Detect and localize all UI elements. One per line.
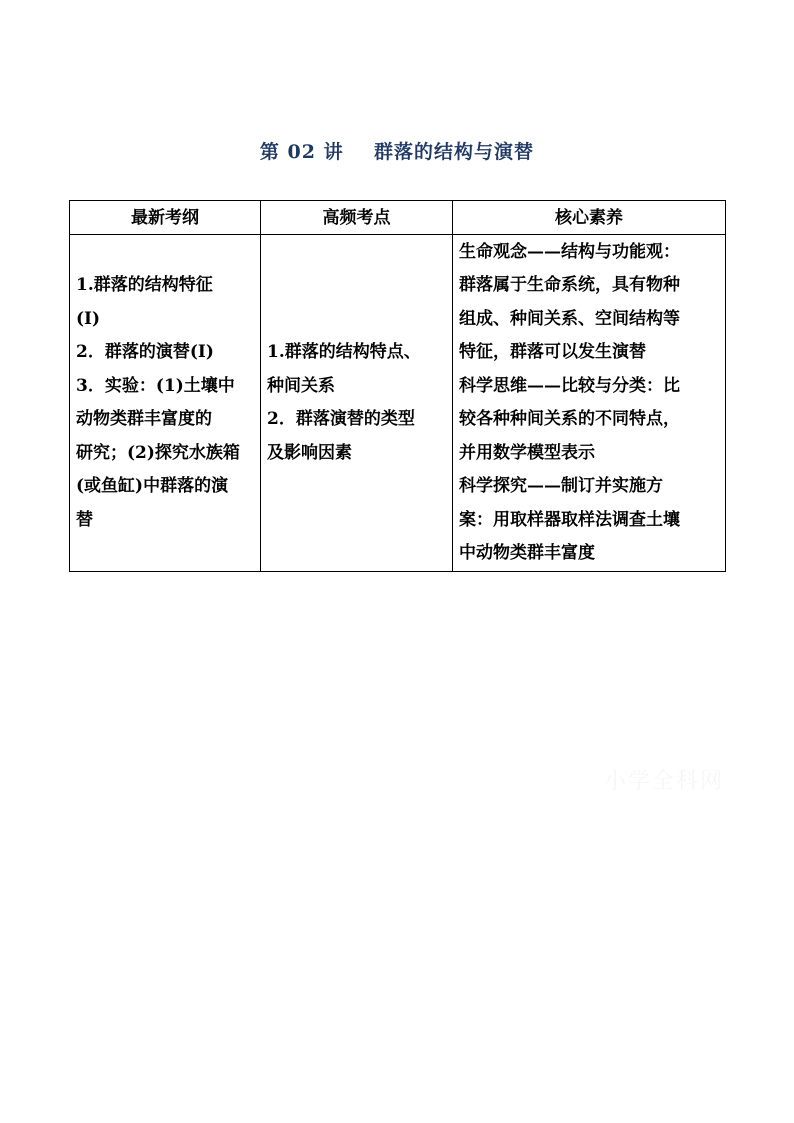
- key-point-line: 2．群落演替的类型: [267, 409, 415, 429]
- header-high-frequency-points: 高频考点: [261, 201, 453, 235]
- syllabus-line: 3．实验：(1)土壤中: [76, 375, 235, 396]
- header-latest-syllabus: 最新考纲: [70, 201, 261, 235]
- key-point-line: 及影响因素: [267, 442, 352, 463]
- syllabus-line: 研究；(2)探究水族箱: [76, 442, 240, 463]
- watermark: 小学全科网: [604, 769, 725, 794]
- syllabus-table: [69, 200, 726, 572]
- literacy-line: 生命观念——结构与功能观：: [459, 241, 680, 262]
- literacy-line: 特征，群落可以发生演替: [459, 342, 646, 362]
- literacy-line: 科学探究——制订并实施方: [459, 476, 663, 496]
- key-point-line: 1.群落的结构特点、: [267, 342, 421, 362]
- literacy-line: 中动物类群丰富度: [459, 543, 595, 563]
- cell-latest-syllabus: [70, 235, 261, 572]
- syllabus-line: 替: [76, 509, 93, 530]
- syllabus-line: 2．群落的演替(Ⅰ): [76, 342, 214, 362]
- cell-high-frequency-points: [261, 235, 453, 572]
- literacy-line: 并用数学模型表示: [459, 442, 595, 463]
- header-core-literacy: 核心素养: [453, 201, 726, 235]
- literacy-line: 组成、种间关系、空间结构等: [459, 308, 680, 329]
- literacy-line: 科学思维——比较与分类：比: [459, 375, 680, 396]
- literacy-line: 群落属于生命系统，具有物种: [459, 275, 680, 295]
- page-title: 第 02 讲 群落的结构与演替: [259, 141, 535, 163]
- cell-core-literacy: [453, 235, 726, 572]
- literacy-line: 较各种种间关系的不同特点，: [459, 409, 680, 429]
- table-row: [70, 235, 726, 572]
- syllabus-line: (Ⅰ): [76, 308, 101, 329]
- table-header-row: [70, 201, 726, 235]
- literacy-line: 案：用取样器取样法调查土壤: [459, 509, 680, 530]
- syllabus-line: 动物类群丰富度的: [76, 409, 212, 429]
- key-point-line: 种间关系: [267, 375, 335, 396]
- syllabus-line: 1.群落的结构特征: [76, 275, 213, 295]
- syllabus-line: (或鱼缸)中群落的演: [76, 476, 229, 496]
